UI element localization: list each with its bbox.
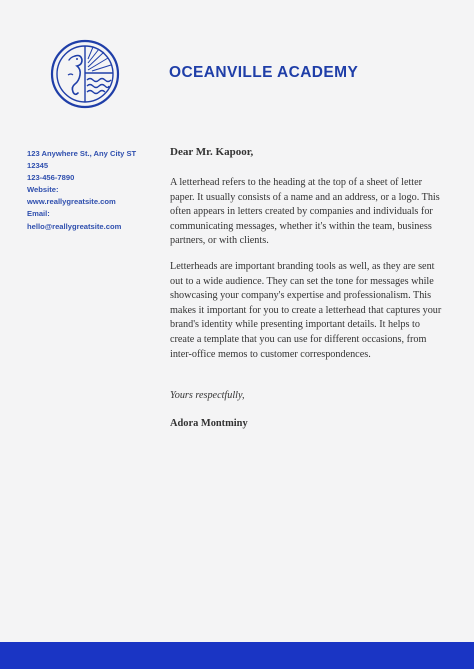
zip-code: 12345 bbox=[27, 161, 49, 171]
phone-number: 123-456-7890 bbox=[27, 173, 75, 183]
footer-bar bbox=[0, 642, 474, 669]
school-name: OCEANVILLE ACADEMY bbox=[169, 64, 359, 81]
website-link[interactable]: www.reallygreatsite.com bbox=[27, 197, 116, 207]
closing: Yours respectfully, bbox=[170, 390, 245, 402]
letter-body bbox=[170, 146, 446, 429]
paragraph-1: A letterhead refers to the heading at the top of a sheet of letter paper. It usually consists of a name and an address, or a logo. This often appears in letters created by companies and individuals for communicating messages, whether it's within the team, business partners, or with clients. bbox=[170, 177, 440, 247]
signature: Adora Montminy bbox=[170, 418, 248, 430]
website-label: Website: bbox=[27, 185, 59, 195]
email-label: Email: bbox=[27, 209, 50, 219]
email-link[interactable]: hello@reallygreatsite.com bbox=[27, 221, 122, 231]
seahorse-waves-emblem-icon bbox=[50, 39, 120, 109]
contact-block bbox=[27, 148, 157, 233]
paragraph-2: Letterheads are important branding tools as well, as they are sent out to a wide audience. They can set the tone for messages while showcasing your company's expertise and professionalism. This makes it important for you to create a letterhead that captures your brand's identity while presenting important details. It helps to create a template that you can use for different occasions, from inter-office memos to customer correspondences. bbox=[170, 260, 442, 360]
address-line: 123 Anywhere St., Any City ST bbox=[27, 149, 137, 158]
salutation: Dear Mr. Kapoor, bbox=[170, 146, 254, 158]
